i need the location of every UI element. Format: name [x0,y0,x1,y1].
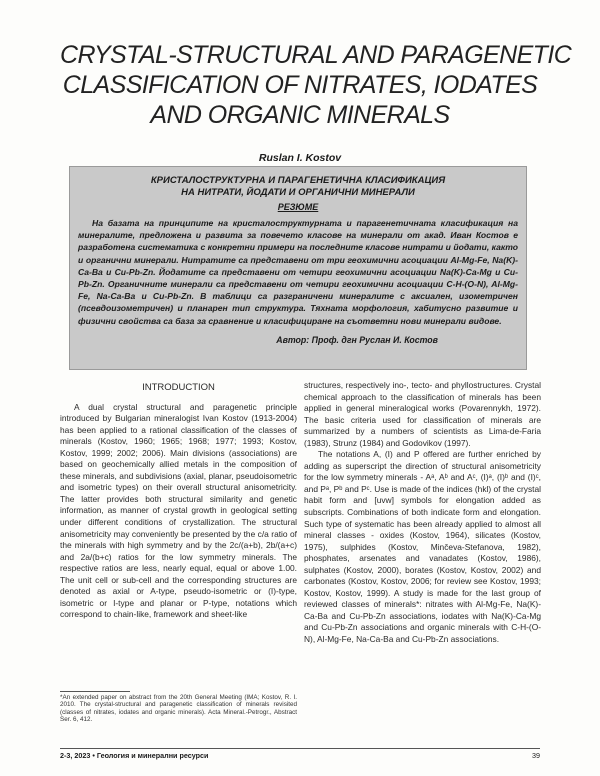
title-line-3: AND ORGANIC MINERALS [150,101,450,129]
summary-title-line-1: КРИСТАЛОСТРУКТУРНА И ПАРАГЕНЕТИЧНА КЛАСИФИКАЦИЯ [150,175,446,186]
left-paragraph-1: A dual crystal structural and paragenetic principle introduced by Bulgarian mineralogist Ivan Kostov (1913-2004) has been applied to a rational classification of the classes of minerals (Kostov, 1960; 1965; 1968; 1977; 1993; Kostov, Kostov, 1999; 2002; 2006). Main divisions (associations) are based on geochemically allied metals in the composition of these minerals, and subdivisions (axial, planar, pseudoisometric and isometric types) on their overall structural anisometricity. The latter provides both structural similarity and genetic information, as manner of crystal growth in geological setting under different conditions of crystallization. The structural anisometricity may conveniently be presented by the c/a ratio of the minerals with high symmetry and by the 2c/(a+b), 2b/(a+c) and 2a/(b+c) ratios for the low symmetry minerals. The respective ratios are less, nearly equal, equal or above 1.00. The unit cell or sub-cell and the corresponding structures are denoted as axial or A-type, pseudo-isometric or (I)-type, isometric or I-type and planar or P-type, notations which correspond to chain-like, framework and sheet-like [60,401,297,620]
introduction-heading: INTRODUCTION [142,382,215,393]
right-column [304,380,541,646]
footnote-rule [60,691,130,692]
footnote: *An extended paper on abstract from the 20th General Meeting (IMA; Kostov, R. I. 2010. The crystal-structural and paragenetic classification of minerals revisited (classes of nitrates, iodates and organic minerals). Acta Mineral.-Petrogr., Abstract Ser. 6, 412. [60,694,297,724]
summary-subtitle: РЕЗЮМЕ [277,202,319,212]
right-paragraph-2: The notations A, (I) and P offered are further enriched by adding as superscript the direction of structural anisometricity for the low symmetry minerals - Aᵃ, Aᵇ and Aᶜ, (I)ᵃ, (I)ᵇ and (I)ᶜ, and Pᵃ, Pᵇ and Pᶜ. Use is made of the indices (hkl) of the crystal habit form and [uvw] symbols for elongation added as subscripts. Combinations of both indicate form and elongation. Such type of systematic has been already applied to almost all mineral classes - oxides (Kostov, 1964), silicates (Kostov, 1975), sulphides (Kostov, Minčeva-Stefanova, 1982), phosphates, arsenates and vanadates (Kostov, 1986), sulphates (Kostov, 2000), borates (Kostov, Kostov, 2002) and carbonates (Kostov, Kostov, 2006; for review see Kostov, 1993; Kostov, Kostov, 1999). A study is made for the last group of reviewed classes of minerals*: nitrates with Al-Mg-Fe, Na(K)-Ca-Ba and Cu-Pb-Zn associations, iodates with Na(K)-Ca-Mg and Cu-Pb-Zn associations and organic minerals with C-H-(O-N), Al-Mg-Fe, Na-Ca-Ba and Cu-Pb-Zn associations. [304,449,541,645]
journal-footer: 2-3, 2023 • Геология и минерални ресурси [60,751,209,760]
author-name: Ruslan I. Kostov [258,152,342,164]
summary-body: На базата на принципите на кристалоструктурната и парагенетичната класификация на минералите, предложена и развита за повечето класове на минерали от акад. Иван Костов е разработена систематика с конкретни примери на последните класове нитрати и йодати, както и органични минерали. Нитратите са представени от три геохимични асоциации Al-Mg-Fe, Na(K)-Ca-Ba и Cu-Pb-Zn. Йодатите са представени от четири геохимични асоциации Na(K)-Ca-Mg и Cu-Pb-Zn. Органичните минерали са представени от четири геохимични асоциации C-H-(O-N), Al-Mg-Fe, Na-Ca-Ba и Cu-Pb-Zn. В таблици са разграничени минералите с аксиален, изометричен (псевдоизометричен) и планарен тип структура. Тяхната морфология, хабитусно развитие и физични свойства са база за сравнение и класифициране на съответни нови минерали видове. [78,218,518,326]
footer-divider [60,748,540,749]
left-column [60,382,297,621]
bulgarian-summary-box [69,166,527,370]
summary-title-line-2: НА НИТРАТИ, ЙОДАТИ И ОРГАНИЧНИ МИНЕРАЛИ [181,187,415,198]
title-line-2: CLASSIFICATION OF NITRATES, IODATES [62,71,538,99]
page-number: 39 [532,751,540,760]
title-line-1: CRYSTAL-STRUCTURAL AND PARAGENETIC [60,41,572,69]
summary-author: Автор: Проф. дгн Руслан И. Костов [276,335,438,346]
right-paragraph-1: structures, respectively ino-, tecto- and phyllostructures. Crystal chemical approach to the classification of minerals has been applied in general mineralogical works (Povarennykh, 1972). The basic criteria used for classification of minerals are summarized by a numbers of scientists as Lima-de-Faria (1983), Strunz (1984) and Godovikov (1997). [304,380,541,448]
article-title [60,40,572,130]
